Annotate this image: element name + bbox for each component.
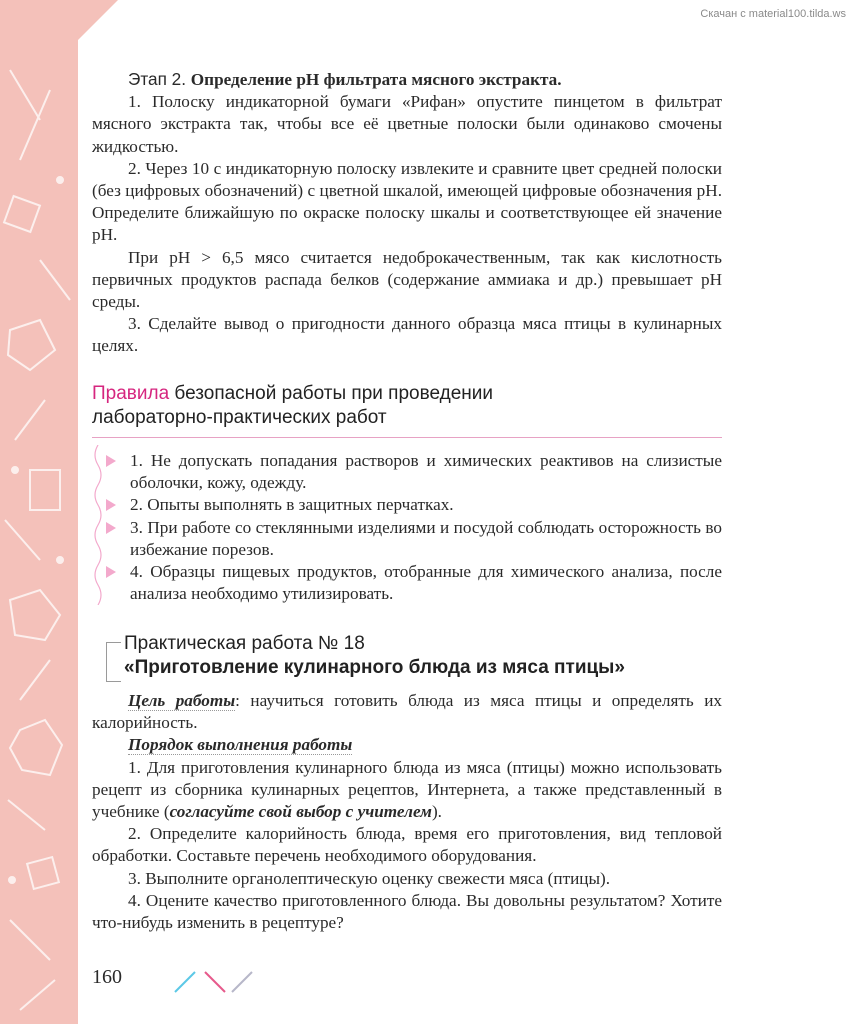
safety-title-line2: лабораторно-практических работ (92, 407, 387, 428)
geometric-pattern-icon (0, 0, 78, 1024)
practical-title-line1: Практическая работа № 18 (124, 633, 365, 654)
stage-block (92, 68, 722, 358)
stage-paragraph: 2. Через 10 с индикаторную полоску извлеките и сравните цвет средней полоски (без цифровых обозначений) с цветной шкалой, имеющей цифровые обозначения рН. Определите ближайшую по окраске полоску шкалы и соответствующее ей значение рН. (92, 158, 722, 245)
triangle-bullet-icon (106, 455, 116, 467)
practical-title (124, 632, 724, 680)
stage-title: Определение рН фильтрата мясного экстракта. (190, 70, 562, 89)
practical-block (92, 690, 722, 934)
stage-paragraph: При рН > 6,5 мясо считается недоброкачественным, так как кислотность первичных продуктов распада белков (содержание аммиака и др.) превышает рН среды. (92, 247, 722, 312)
step1-text: 1. Для приготовления кулинарного блюда из мяса (птицы) можно использовать рецепт из сборника кулинарных рецептов, Интернета, а также представленный в учебнике ( (92, 757, 722, 822)
list-item-text: 4. Образцы пищевых продуктов, отобранные для химического анализа, после анализа необходимо утилизировать. (130, 562, 722, 604)
triangle-bullet-icon (106, 499, 116, 511)
page-corner-decoration (56, 0, 118, 62)
practical-title-line2: «Приготовление кулинарного блюда из мяса птицы» (124, 657, 625, 678)
section-divider (92, 437, 722, 438)
step1-italic: согласуйте свой выбор с учителем (169, 802, 432, 822)
step-paragraph: 4. Оцените качество приготовленного блюда. Вы довольны результатом? Хотите что-нибудь изменить в рецептуре? (92, 890, 722, 933)
step-paragraph (92, 757, 722, 824)
list-item (92, 561, 722, 605)
order-label: Порядок выполнения работы (128, 735, 353, 755)
triangle-bullet-icon (106, 522, 116, 534)
stage-prefix: Этап 2. (128, 69, 191, 89)
step-paragraph: 2. Определите калорийность блюда, время его приготовления, вид тепловой обработки. Составьте перечень необходимого оборудования. (92, 824, 722, 866)
list-item-text: 1. Не допускать попадания растворов и химических реактивов на слизистые оболочки, кожу, одежду. (130, 451, 722, 493)
stage-heading (92, 68, 722, 91)
step-paragraph: 3. Выполните органолептическую оценку свежести мяса (птицы). (128, 868, 611, 888)
list-item-text: 3. При работе со стеклянными изделиями и посудой соблюдать осторожность во избежание порезов. (130, 517, 722, 559)
decorative-sidebar (0, 0, 78, 1024)
stage-paragraph: 3. Сделайте вывод о пригодности данного образца мяса птицы в кулинарных целях. (92, 314, 722, 356)
safety-title-accent: Правила (92, 383, 170, 404)
watermark: Скачан с material100.tilda.ws (700, 8, 846, 20)
order-heading (92, 734, 722, 756)
triangle-bullet-icon (106, 566, 116, 578)
list-item-text: 2. Опыты выполнять в защитных перчатках. (130, 495, 454, 515)
list-item (92, 517, 722, 561)
safety-list (92, 450, 722, 605)
decorative-strokes-icon (170, 966, 260, 996)
list-item (92, 494, 722, 516)
title-bracket (106, 642, 121, 682)
safety-title-rest: безопасной работы при проведении (169, 383, 494, 404)
goal-text: : научиться готовить блюда из мяса птицы и определять их калорийность. (92, 691, 723, 733)
goal-paragraph (92, 690, 722, 734)
step1-end: ). (431, 802, 442, 822)
goal-label: Цель работы (128, 691, 236, 710)
page-number: 160 (92, 966, 122, 988)
safety-title (92, 382, 712, 430)
stage-paragraph: 1. Полоску индикаторной бумаги «Рифан» опустите пинцетом в фильтрат мясного экстракта так, чтобы все её цветные полоски были одинаково смочены жидкостью. (92, 92, 722, 156)
list-item (92, 450, 722, 494)
